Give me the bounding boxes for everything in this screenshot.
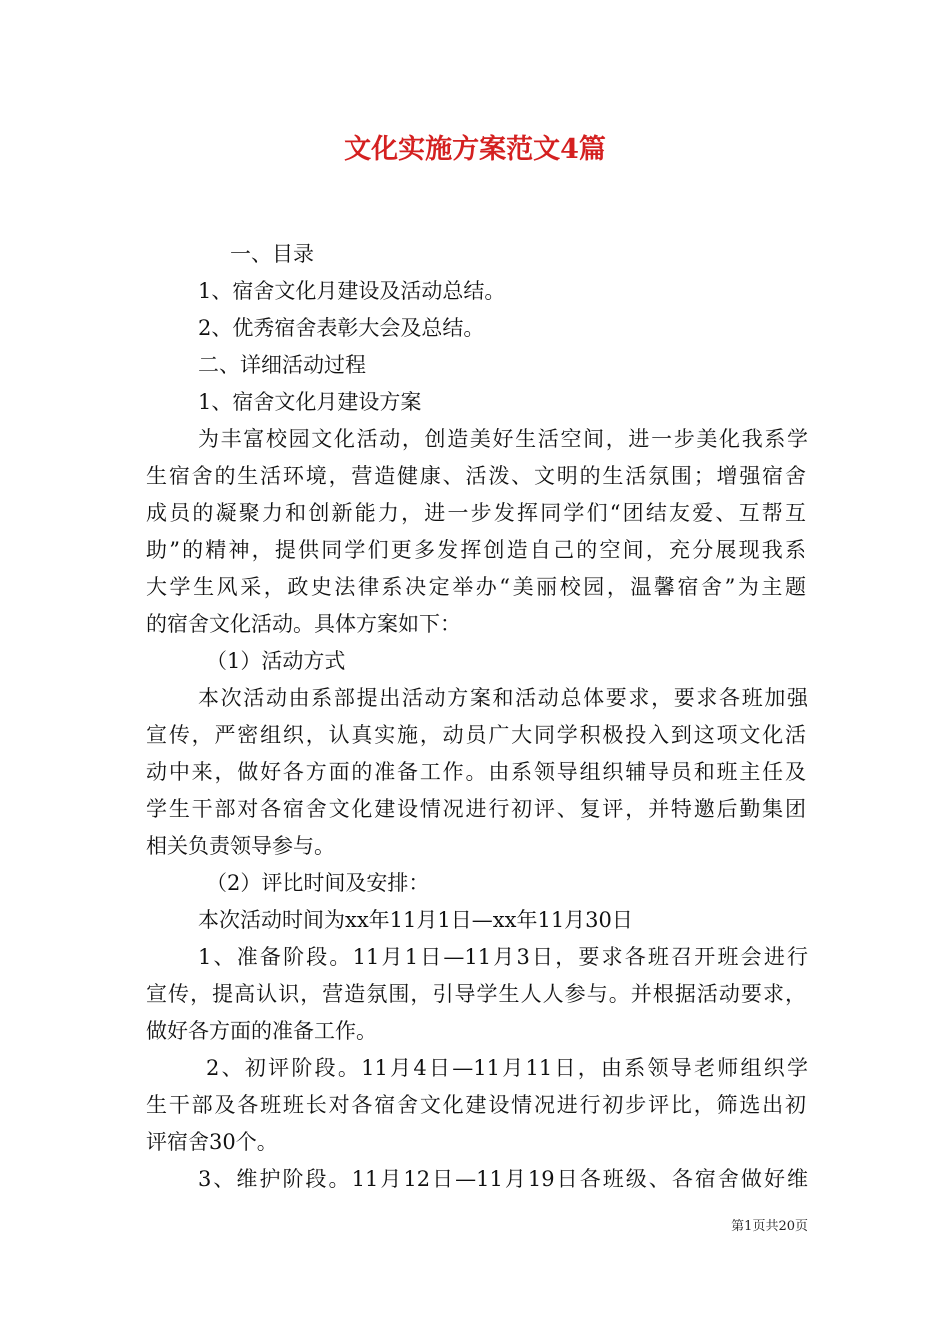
paragraph-line: 评宿舍30个。 <box>146 1130 278 1154</box>
toc-item: 2、优秀宿舍表彰大会及总结。 <box>198 316 485 340</box>
page-number: 第1页共20页 <box>731 1219 808 1234</box>
section-heading-process: 二、详细活动过程 <box>198 353 366 377</box>
paragraph-line: 相关负责领导参与。 <box>146 834 335 858</box>
paragraph-line: 动中来，做好各方面的准备工作。由系领导组织辅导员和班主任及 <box>146 760 806 784</box>
page-title: 文化实施方案范文4篇 <box>344 134 606 165</box>
paragraph-line: 3、维护阶段。11月12日—11月19日各班级、各宿舍做好维 <box>198 1167 808 1191</box>
paragraph-line: 宣传，提高认识，营造氛围，引导学生人人参与。并根据活动要求， <box>146 982 806 1006</box>
paragraph-line: 的宿舍文化活动。具体方案如下： <box>146 612 461 636</box>
subsection-heading: 1、宿舍文化月建设方案 <box>198 390 422 414</box>
toc-item: 1、宿舍文化月建设及活动总结。 <box>198 279 506 303</box>
paragraph-line: 大学生风采，政史法律系决定举办“美丽校园，温馨宿舍”为主题 <box>146 575 806 599</box>
paragraph-line: 宣传，严密组织，认真实施，动员广大同学积极投入到这项文化活 <box>146 723 806 747</box>
subsection-heading: （2）评比时间及安排： <box>206 871 430 895</box>
subsection-heading: （1）活动方式 <box>206 649 346 673</box>
paragraph-line: 学生干部对各宿舍文化建设情况进行初评、复评，并特邀后勤集团 <box>146 797 806 821</box>
paragraph-line: 做好各方面的准备工作。 <box>146 1019 377 1043</box>
paragraph-line: 1、准备阶段。11月1日—11月3日，要求各班召开班会进行 <box>198 945 808 969</box>
section-heading-toc: 一、目录 <box>230 242 314 266</box>
paragraph-line: 本次活动由系部提出活动方案和活动总体要求，要求各班加强 <box>198 686 808 710</box>
paragraph-line: 成员的凝聚力和创新能力，进一步发挥同学们“团结友爱、互帮互 <box>146 501 806 525</box>
paragraph-line: 为丰富校园文化活动，创造美好生活空间，进一步美化我系学 <box>198 427 808 451</box>
paragraph-line: 本次活动时间为xx年11月1日—xx年11月30日 <box>198 908 633 932</box>
paragraph-line: 助”的精神，提供同学们更多发挥创造自己的空间，充分展现我系 <box>146 538 806 562</box>
paragraph-line: 生干部及各班班长对各宿舍文化建设情况进行初步评比，筛选出初 <box>146 1093 806 1117</box>
paragraph-line: 生宿舍的生活环境，营造健康、活泼、文明的生活氛围；增强宿舍 <box>146 464 806 488</box>
paragraph-line: 2、初评阶段。11月4日—11月11日，由系领导老师组织学 <box>206 1056 808 1080</box>
